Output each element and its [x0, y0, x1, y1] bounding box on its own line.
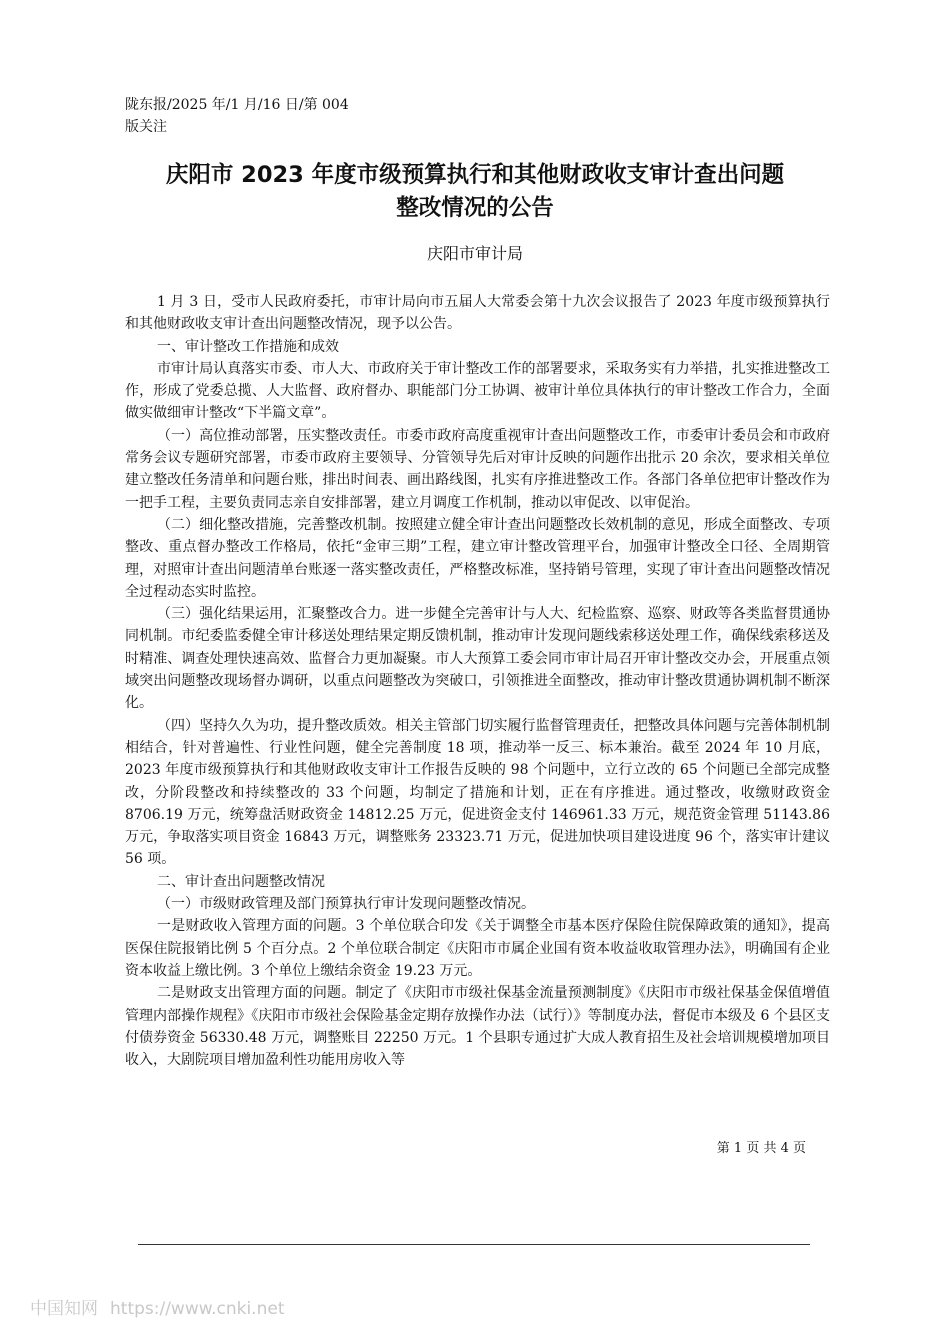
paragraph: 1 月 3 日，受市人民政府委托，市审计局向市五届人大常委会第十九次会议报告了 2023 年度市级预算执行和其他财政收支审计查出问题整改情况，现予以公告。	[125, 294, 830, 333]
paragraph: （二）细化整改措施，完善整改机制。按照建立健全审计查出问题整改长效机制的意见，形成全面整改、专项整改、重点督办整改工作格局，依托“金审三期”工程，建立审计整改管理平台，加强审计整改全口径、全周期管理，对照审计查出问题清单台账逐一落实整改责任，严格整改标准，坚持销号管理，实现了审计查出问题整改情况全过程动态实时监控。	[125, 516, 830, 600]
watermark-site-name: 中国知网	[30, 1299, 98, 1319]
paragraph: （四）坚持久久为功，提升整改质效。相关主管部门切实履行监督管理责任，把整改具体问题与完善体制机制相结合，针对普遍性、行业性问题，健全完善制度 18 项，推动举一反三、标本兼治。截至 2024 年 10 月底，2023 年度市级预算执行和其他财政收支审计工作报告反映的 98 个问题中，立行立改的 65 个问题已全部完成整改，分阶段整改和持续整改的 33 个问题，均制定了措施和计划，正在有序推进。通过整改，收缴财政资金 8706.19 万元，统筹盘活财政资金 14812.25 万元，促进资金支付 146961.33 万元，规范资金管理 51143.86 万元，争取落实项目资金 16843 万元，调整账务 23323.71 万元，促进加快项目建设进度 96 个，落实审计建议 56 项。	[125, 717, 830, 868]
paragraph: （一）高位推动部署，压实整改责任。市委市政府高度重视审计查出问题整改工作，市委审计委员会和市政府常务会议专题研究部署，市委市政府主要领导、分管领导先后对审计反映的问题作出批示 20 余次，要求相关单位建立整改任务清单和问题台账，排出时间表、画出路线图，扎实有序推进整改工作。各部门各单位把审计整改作为一把手工程，主要负责同志亲自安排部署，建立月调度工作机制，推动以审促改、以审促治。	[125, 427, 830, 511]
document-title-line-1: 庆阳市 2023 年度市级预算执行和其他财政收支审计查出问题	[165, 162, 785, 188]
watermark	[30, 1294, 296, 1319]
document-body	[125, 291, 830, 1071]
paragraph: （三）强化结果运用，汇聚整改合力。进一步健全完善审计与人大、纪检监察、巡察、财政等各类监督贯通协同机制。市纪委监委健全审计移送处理结果定期反馈机制，推动审计发现问题线索移送处理工作，确保线索移送及时精准、调查处理快速高效、监督合力更加凝聚。市人大预算工委会同市审计局召开审计整改交办会，开展重点领域突出问题整改现场督办调研，以重点问题整改为突破口，引领推进全面整改，推动审计整改贯通协调机制不断深化。	[125, 606, 830, 712]
paragraph: 市审计局认真落实市委、市人大、市政府关于审计整改工作的部署要求，采取务实有力举措，扎实推进整改工作，形成了党委总揽、人大监督、政府督办、职能部门分工协调、被审计单位具体执行的审计整改工作合力，全面做实做细审计整改“下半篇文章”。	[125, 360, 830, 422]
footer-divider	[138, 1244, 810, 1245]
page-number: 第 1 页 共 4 页	[716, 1141, 806, 1156]
document-title-line-2: 整改情况的公告	[396, 195, 554, 221]
source-line-1: 陇东报/2025 年/1 月/16 日/第 004	[125, 97, 349, 113]
section-heading: 二、审计查出问题整改情况	[157, 873, 325, 890]
paragraph: 二是财政支出管理方面的问题。制定了《庆阳市市级社保基金流量预测制度》《庆阳市市级社保基金保值增值管理内部操作规程》《庆阳市市级社会保险基金定期存放操作办法（试行）》等制度办法，督促市本级及 6 个县区支付债券资金 56330.48 万元，调整账目 22250 万元。1 个县职专通过扩大成人教育招生及社会培训规模增加项目收入，大剧院项目增加盈利性功能用房收入等	[125, 985, 830, 1069]
section-heading: 一、审计整改工作措施和成效	[157, 338, 339, 355]
paragraph: 一是财政收入管理方面的问题。3 个单位联合印发《关于调整全市基本医疗保险住院保障政策的通知》，提高医保住院报销比例 5 个百分点。2 个单位联合制定《庆阳市市属企业国有资本收益收取管理办法》，明确国有企业资本收益上缴比例。3 个单位上缴结余资金 19.23 万元。	[125, 918, 830, 979]
source-line-2: 版关注	[125, 119, 167, 135]
paragraph: （一）市级财政管理及部门预算执行审计发现问题整改情况。	[157, 896, 535, 913]
document-author: 庆阳市审计局	[426, 244, 523, 263]
watermark-url: https://www.cnki.net	[110, 1299, 285, 1319]
